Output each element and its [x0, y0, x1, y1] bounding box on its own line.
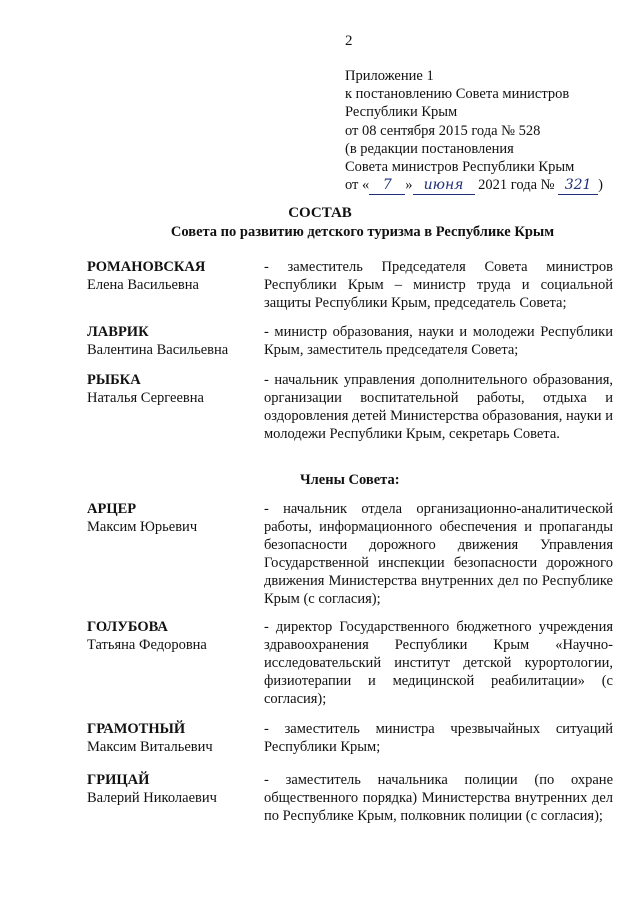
- given-name: Татьяна Федоровна: [87, 637, 207, 653]
- given-name: Максим Витальевич: [87, 739, 213, 755]
- position-description: - заместитель министра чрезвычайных ситуаций Республики Крым;: [264, 721, 613, 755]
- given-name: Елена Васильевна: [87, 277, 199, 293]
- person-name: [87, 371, 257, 407]
- appendix-line: к постановлению Совета министров: [345, 86, 570, 103]
- surname: РЫБКА: [87, 372, 141, 388]
- handwritten-number: 321: [558, 176, 598, 195]
- position-description: - министр образования, науки и молодежи Республики Крым, заместитель председателя Совета;: [264, 324, 613, 358]
- revision-date-line: от « 7 » июня 2021 года № 321 ): [345, 176, 625, 195]
- surname: ГОЛУБОВА: [87, 619, 168, 635]
- page-number: 2: [345, 33, 353, 49]
- person-name: [87, 258, 257, 294]
- position-description: - начальник управления дополнительного образования, организации воспитательной работы, отдыха и оздоровления детей Министерства образования, науки и молодежи Республики Крым, секретарь Совета.: [264, 372, 613, 442]
- appendix-line: Приложение 1: [345, 68, 434, 84]
- given-name: Валерий Николаевич: [87, 790, 217, 806]
- handwritten-month: июня: [413, 176, 475, 195]
- person-name: [87, 771, 257, 807]
- date-prefix: от «: [345, 177, 370, 194]
- surname: ЛАВРИК: [87, 324, 149, 340]
- members-heading: Члены Совета:: [300, 472, 400, 488]
- given-name: Валентина Васильевна: [87, 342, 229, 358]
- surname: РОМАНОВСКАЯ: [87, 259, 206, 275]
- document-title: СОСТАВ: [288, 205, 352, 221]
- person-name: [87, 500, 257, 536]
- document-subtitle: Совета по развитию детского туризма в Республике Крым: [170, 224, 555, 240]
- appendix-header: [345, 67, 625, 195]
- position-description: - заместитель Председателя Совета министров Республики Крым – министр труда и социальной защиты Республики Крым, председатель Совета;: [264, 259, 613, 311]
- person-name: [87, 323, 257, 359]
- person-name: [87, 720, 257, 756]
- person-name: [87, 618, 257, 654]
- given-name: Наталья Сергеевна: [87, 390, 204, 406]
- appendix-line: Республики Крым: [345, 104, 458, 121]
- date-mid: »: [405, 177, 413, 194]
- handwritten-day: 7: [369, 176, 405, 195]
- surname: АРЦЕР: [87, 501, 137, 517]
- date-year: 2021 года №: [478, 177, 555, 194]
- given-name: Максим Юрьевич: [87, 519, 198, 535]
- surname: ГРАМОТНЫЙ: [87, 721, 186, 737]
- position-description: - заместитель начальника полиции (по охране общественного порядка) Министерства внутренних дел по Республике Крым, полковник полиции (с согласия);: [264, 772, 613, 824]
- appendix-line: (в редакции постановления: [345, 140, 514, 157]
- surname: ГРИЦАЙ: [87, 772, 150, 788]
- appendix-line: от 08 сентября 2015 года № 528: [345, 122, 541, 139]
- appendix-line: Совета министров Республики Крым: [345, 159, 575, 176]
- position-description: - директор Государственного бюджетного учреждения здравоохранения Республики Крым «Научно-исследовательский институт детской курортологии, физиотерапии и медицинской реабилитации» (с согласия);: [264, 619, 613, 707]
- position-description: - начальник отдела организационно-аналитической работы, информационного обеспечения и пропаганды безопасности дорожного движения Управления Государственной инспекции безопасности дорожного движения Министерства внутренних дел по Республике Крым (с согласия);: [264, 501, 613, 607]
